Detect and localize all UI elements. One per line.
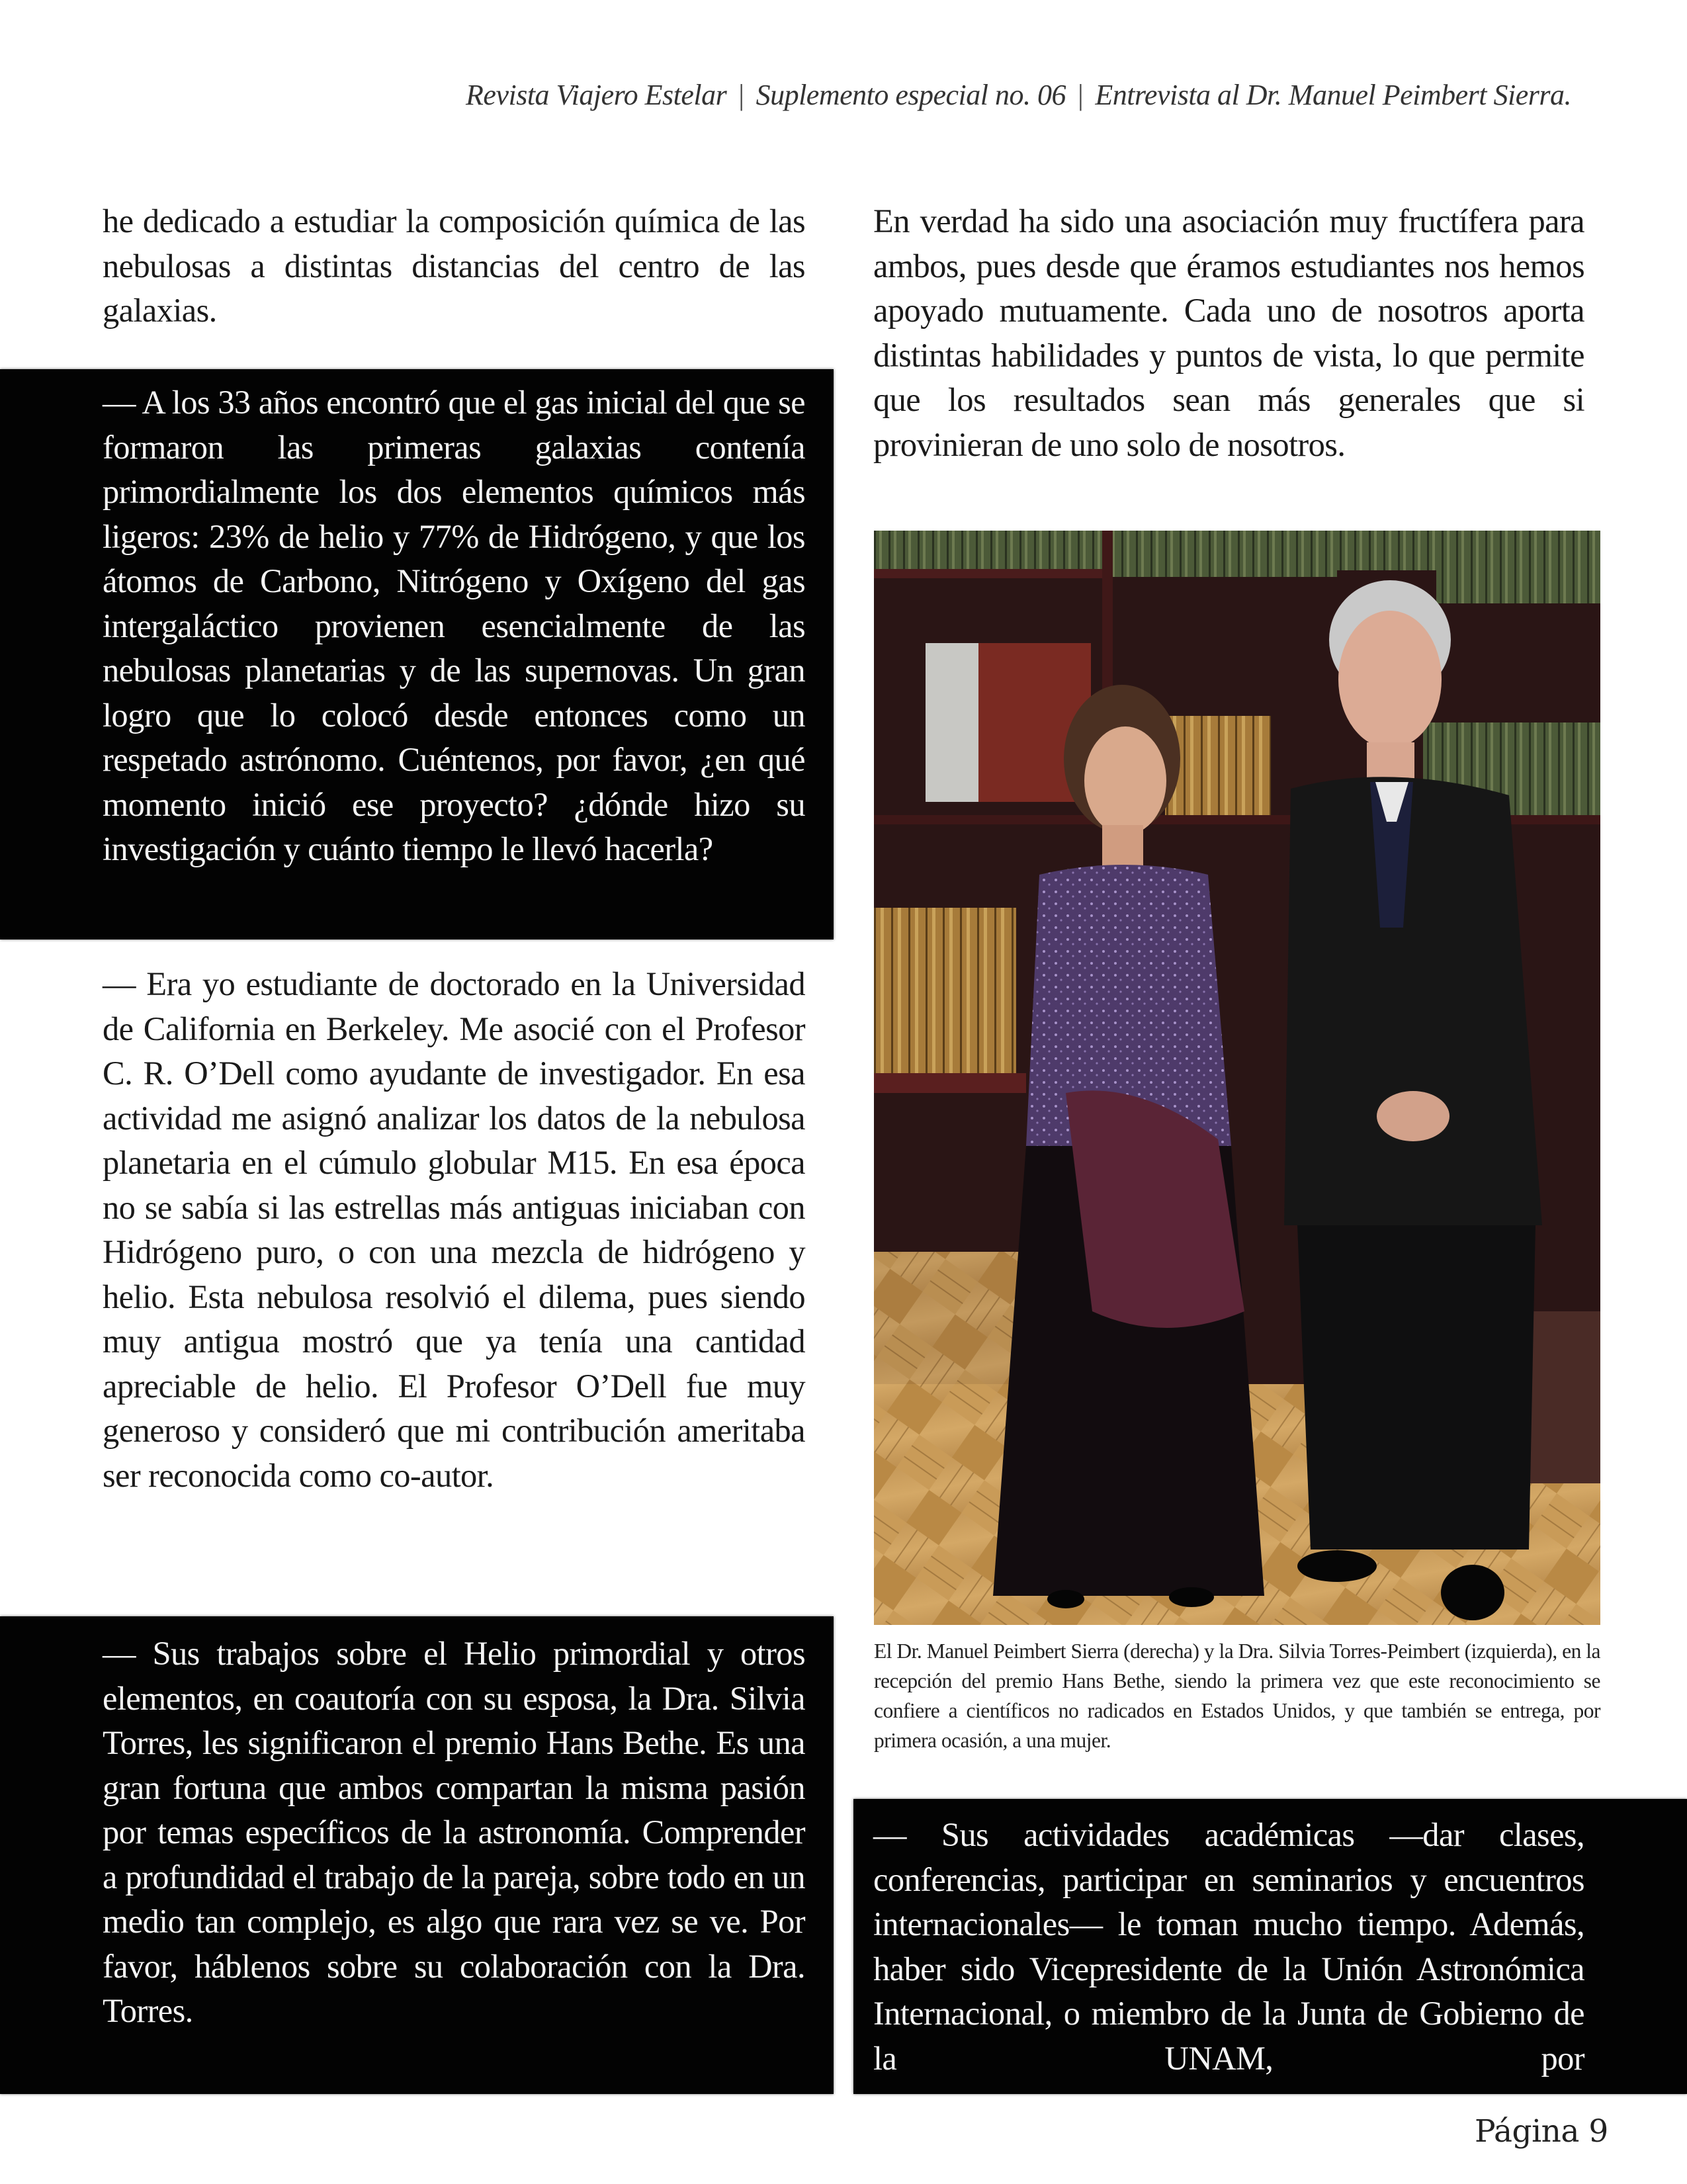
photo-caption: El Dr. Manuel Peimbert Sierra (derecha) y la Dra. Silvia Torres-Peimbert (izquierda), en la recepción del premio Hans Bethe, siendo la primera vez que este reconocimiento se confiere a científicos no radicados en Estados Unidos, y que también se entrega, por primera ocasión, a una mujer. xyxy=(874,1639,1600,1752)
magazine-title: Revista Viajero Estelar xyxy=(466,79,727,111)
page-number: Página 9 xyxy=(1475,2113,1608,2150)
question-3 xyxy=(873,1813,1584,2081)
question-1-paragraph: — A los 33 años encontró que el gas inicial del que se formaron las primeras galaxias contenía primordialmente los dos elementos químicos más ligeros: 23% de helio y 77% de Hidrógeno, y que los átomos de Carbono, Nitrógeno y Oxígeno del gas intergaláctico provienen esencialmente de las nebulosas planetarias y de las supernovas. Un gran logro que lo colocó desde entonces como un respetado astrónomo. Cuéntenos, por favor, ¿en qué momento inició ese proyecto? ¿dónde hizo su investigación y cuánto tiempo le llevó hacerla? xyxy=(103,384,805,867)
article-title: Entrevista al Dr. Manuel Peimbert Sierra. xyxy=(1095,79,1571,111)
photo-peimbert-torres xyxy=(874,531,1600,1625)
answer-1 xyxy=(103,962,805,1498)
running-header xyxy=(466,78,1571,112)
answer-intro-paragraph: he dedicado a estudiar la composición química de las nebulosas a distintas distancias del centro de las galaxias. xyxy=(103,202,805,329)
answer-2-paragraph: En verdad ha sido una asociación muy fructífera para ambos, pues desde que éramos estudiantes nos hemos apoyado mutuamente. Cada uno de nosotros aporta distintas habilidades y puntos de vista, lo que permite que los resultados sean más generales que si provinieran de uno solo de nosotros. xyxy=(873,202,1584,463)
header-separator: | xyxy=(738,79,744,111)
question-2-paragraph: — Sus trabajos sobre el Helio primordial y otros elementos, en coautoría con su esposa, la Dra. Silvia Torres, les significaron el premio Hans Bethe. Es una gran fortuna que ambos compartan la misma pasión por temas específicos de la astronomía. Comprender a profundidad el trabajo de la pareja, sobre todo en un medio tan complejo, es algo que rara vez se ve. Por favor, háblenos sobre su colaboración con la Dra. Torres. xyxy=(103,1635,805,2029)
answer-1-paragraph: — Era yo estudiante de doctorado en la Universidad de California en Berkeley. Me asocié con el Profesor C. R. O’Dell como ayudante de investigador. En esa actividad me asignó analizar los datos de la nebulosa planetaria en el cúmulo globular M15. En esa época no se sabía si las estrellas más antiguas iniciaban con Hidrógeno puro, o con una mezcla de hidrógeno y helio. Esta nebulosa resolvió el dilema, pues siendo muy antigua mostró que ya tenía una cantidad apreciable de helio. El Profesor O’Dell fue muy generoso y consideró que mi contribución ameritaba ser reconocida como co-autor. xyxy=(103,965,805,1494)
answer-continuation xyxy=(103,199,805,333)
question-2 xyxy=(103,1632,805,2034)
answer-2 xyxy=(873,199,1584,467)
question-3-paragraph: — Sus actividades académicas —dar clases, conferencias, participar en seminarios y encuentros internacionales— le toman mucho tiempo. Además, haber sido Vicepresidente de la Unión Astronómica Internacional, o miembro de la Junta de Gobierno de la UNAM, por xyxy=(873,1816,1584,2077)
header-separator: | xyxy=(1078,79,1084,111)
supplement-title: Suplemento especial no. 06 xyxy=(756,79,1066,111)
question-1 xyxy=(103,380,805,872)
photo-illustration xyxy=(874,531,1600,1625)
